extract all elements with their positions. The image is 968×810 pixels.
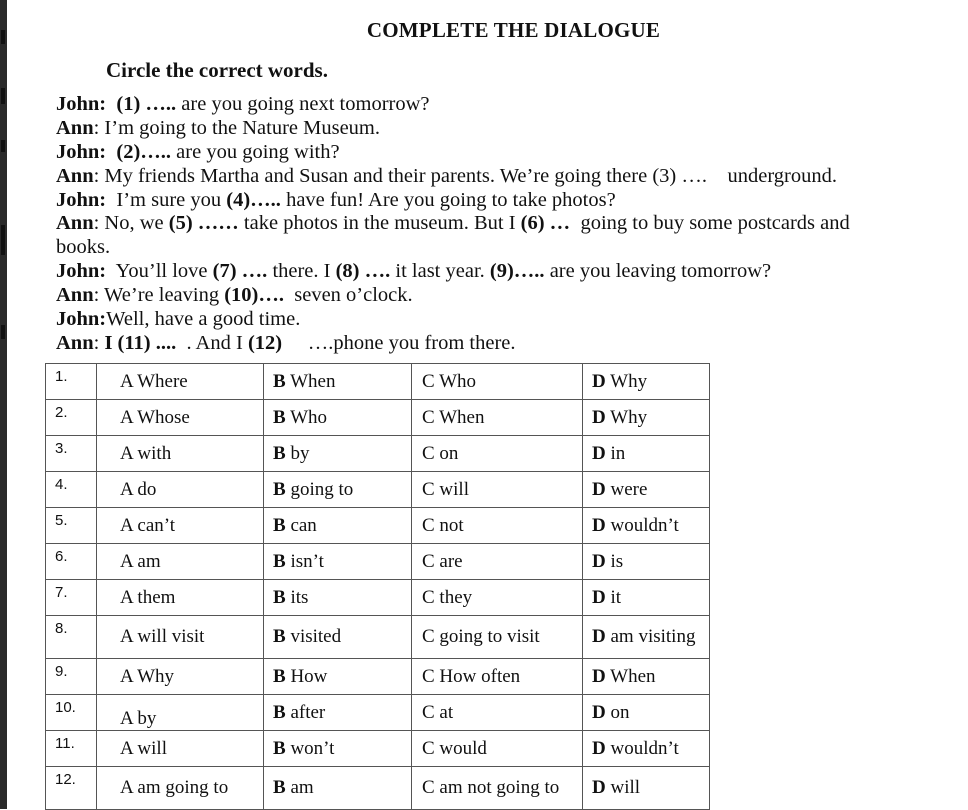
edge-mark — [1, 140, 5, 152]
option-text: its — [285, 586, 309, 608]
dialogue-text: . And I — [176, 331, 248, 354]
blank-number: (10)…. — [224, 284, 284, 307]
option-text: A am going to — [120, 777, 229, 798]
option-text: When — [605, 665, 656, 687]
option-c[interactable] — [412, 616, 583, 659]
option-text: A can’t — [120, 514, 176, 536]
option-letter: D — [592, 665, 606, 687]
table-row — [46, 731, 710, 767]
option-a[interactable] — [97, 508, 264, 544]
option-text: C not — [422, 514, 464, 536]
option-letter: B — [273, 442, 286, 464]
table-row — [46, 472, 710, 508]
option-letter: B — [273, 406, 286, 428]
option-d[interactable] — [583, 731, 710, 767]
dialogue-line — [56, 141, 968, 165]
option-d[interactable] — [583, 659, 710, 695]
option-text: A Where — [120, 370, 188, 392]
dialogue-line — [56, 284, 968, 308]
option-letter: B — [273, 626, 286, 647]
dialogue-text: seven o’clock. — [284, 284, 413, 307]
option-text: C are — [422, 550, 463, 572]
option-letter: B — [273, 777, 286, 798]
option-a[interactable] — [97, 616, 264, 659]
option-letter: B — [273, 478, 286, 500]
option-text: A Why — [120, 665, 175, 687]
option-letter: B — [273, 550, 286, 572]
option-a[interactable] — [97, 767, 264, 810]
edge-mark — [1, 225, 5, 255]
option-a[interactable] — [97, 695, 264, 731]
option-c[interactable] — [412, 767, 583, 810]
dialogue — [56, 93, 968, 356]
option-letter: D — [592, 550, 606, 572]
blank-number: (5) …… — [168, 212, 239, 235]
option-text: visited — [285, 626, 342, 647]
question-number: 3. — [46, 436, 97, 472]
option-text: A Whose — [120, 406, 190, 428]
option-a[interactable] — [97, 580, 264, 616]
blank-number: (4)….. — [226, 188, 281, 211]
dialogue-line — [56, 332, 968, 356]
option-text: A them — [120, 586, 176, 608]
dialogue-line — [56, 236, 968, 260]
question-number: 9. — [46, 659, 97, 695]
blank-number: (1) ….. — [106, 93, 177, 115]
question-number: 6. — [46, 544, 97, 580]
option-letter: B — [273, 665, 286, 687]
dialogue-line — [56, 260, 968, 284]
option-d[interactable] — [583, 695, 710, 731]
option-b[interactable] — [264, 544, 412, 580]
option-letter: D — [592, 478, 606, 500]
table-row — [46, 436, 710, 472]
option-text: won’t — [285, 737, 335, 759]
option-letter: D — [592, 777, 606, 798]
dialogue-text: : I’m going to the Nature Museum. — [93, 116, 380, 139]
option-b[interactable] — [264, 695, 412, 731]
speaker-name: John: — [56, 140, 107, 163]
option-text: How — [285, 665, 328, 687]
option-b[interactable] — [264, 436, 412, 472]
option-text: A by — [120, 708, 157, 729]
option-letter: D — [592, 737, 606, 759]
table-row — [46, 544, 710, 580]
option-text: am visiting — [605, 626, 696, 647]
speaker-name: Ann — [56, 331, 94, 354]
speaker-name: John: — [56, 93, 107, 115]
option-c[interactable] — [412, 580, 583, 616]
dialogue-text: it last year. — [390, 260, 490, 283]
speaker-name: Ann — [56, 116, 94, 139]
option-text: C Who — [422, 370, 477, 392]
dialogue-text: take photos in the museum. But I — [238, 212, 521, 235]
question-number: 4. — [46, 472, 97, 508]
option-b[interactable] — [264, 580, 412, 616]
speaker-name: John: — [56, 260, 107, 283]
table-row — [46, 400, 710, 436]
option-letter: B — [273, 586, 286, 608]
option-c[interactable] — [412, 544, 583, 580]
option-letter: D — [592, 370, 606, 392]
option-text: it — [605, 586, 622, 608]
option-text: on — [605, 701, 630, 723]
options-table — [45, 363, 710, 810]
option-a[interactable] — [97, 400, 264, 436]
option-text: can — [285, 514, 317, 536]
option-text: When — [285, 370, 336, 392]
dialogue-line — [56, 308, 968, 332]
dialogue-line — [56, 117, 968, 141]
option-text: am — [285, 777, 314, 798]
dialogue-line — [56, 93, 968, 117]
option-letter: D — [592, 406, 606, 428]
option-b[interactable] — [264, 767, 412, 810]
option-d[interactable] — [583, 472, 710, 508]
dialogue-text: are you going with? — [171, 140, 340, 163]
dialogue-text: going to buy some postcards and — [570, 212, 850, 235]
option-b[interactable] — [264, 731, 412, 767]
speaker-name: Ann — [56, 212, 94, 235]
speaker-name: Ann — [56, 284, 94, 307]
page-title: COMPLETE THE DIALOGUE — [366, 18, 661, 42]
option-b[interactable] — [264, 400, 412, 436]
option-d[interactable] — [583, 436, 710, 472]
option-c[interactable] — [412, 508, 583, 544]
question-number: 8. — [46, 616, 97, 659]
option-d[interactable] — [583, 544, 710, 580]
option-text: C How often — [422, 665, 521, 687]
dialogue-line — [56, 189, 968, 213]
question-number: 1. — [46, 364, 97, 400]
option-b[interactable] — [264, 616, 412, 659]
option-d[interactable] — [583, 508, 710, 544]
dialogue-line — [56, 212, 968, 236]
option-letter: B — [273, 737, 286, 759]
option-letter: D — [592, 626, 606, 647]
dialogue-text: I’m sure you — [106, 188, 227, 211]
option-letter: D — [592, 701, 606, 723]
option-text: is — [605, 550, 624, 572]
option-text: Who — [285, 406, 328, 428]
option-text: will — [605, 777, 641, 798]
table-row — [46, 364, 710, 400]
option-text: C will — [422, 478, 469, 500]
dialogue-line — [56, 165, 968, 189]
option-text: C going to visit — [422, 626, 540, 647]
option-d[interactable] — [583, 400, 710, 436]
option-a[interactable] — [97, 436, 264, 472]
option-c[interactable] — [412, 695, 583, 731]
option-text: wouldn’t — [605, 514, 679, 536]
dialogue-text: You’ll love — [106, 260, 213, 283]
table-row — [46, 767, 710, 810]
dialogue-text: Well, have a good time. — [106, 308, 301, 331]
question-number: 10. — [46, 695, 97, 731]
blank-number: (8) …. — [335, 260, 391, 283]
dialogue-text: : No, we — [93, 212, 169, 235]
blank-number: (6) … — [520, 212, 571, 235]
option-text: C When — [422, 406, 485, 428]
option-a[interactable] — [97, 544, 264, 580]
option-b[interactable] — [264, 472, 412, 508]
option-d[interactable] — [583, 616, 710, 659]
dialogue-text: are you leaving tomorrow? — [544, 260, 772, 283]
dialogue-text: ….phone you from there. — [282, 331, 516, 354]
option-c[interactable] — [412, 436, 583, 472]
option-letter: B — [273, 370, 286, 392]
table-row — [46, 695, 710, 731]
question-number: 12. — [46, 767, 97, 810]
table-row — [46, 580, 710, 616]
option-c[interactable] — [412, 364, 583, 400]
option-text: by — [285, 442, 310, 464]
option-text: isn’t — [285, 550, 324, 572]
speaker-name: Ann — [56, 164, 94, 187]
option-text: wouldn’t — [605, 737, 679, 759]
question-number: 7. — [46, 580, 97, 616]
option-b[interactable] — [264, 659, 412, 695]
option-c[interactable] — [412, 731, 583, 767]
option-a[interactable] — [97, 364, 264, 400]
dialogue-text: : We’re leaving — [93, 284, 225, 307]
blank-number: (12) — [247, 331, 283, 354]
option-d[interactable] — [583, 364, 710, 400]
option-letter: B — [273, 701, 286, 723]
option-text: Why — [605, 406, 648, 428]
option-text: A will visit — [120, 626, 205, 647]
blank-number: I (11) .... — [104, 331, 177, 354]
dialogue-text: are you going next tomorrow? — [176, 93, 430, 115]
option-a[interactable] — [97, 472, 264, 508]
option-text: C at — [422, 701, 454, 723]
option-text: C they — [422, 586, 473, 608]
option-letter: D — [592, 442, 606, 464]
option-letter: D — [592, 586, 606, 608]
speaker-name: John: — [56, 188, 107, 211]
dialogue-text: : — [93, 331, 105, 354]
instruction: Circle the correct words. — [106, 58, 328, 82]
option-c[interactable] — [412, 472, 583, 508]
option-c[interactable] — [412, 400, 583, 436]
blank-number: (2)….. — [106, 140, 172, 163]
question-number: 5. — [46, 508, 97, 544]
dialogue-text: there. I — [267, 260, 336, 283]
edge-mark — [1, 325, 5, 339]
table-row — [46, 616, 710, 659]
left-edge-strip — [0, 0, 7, 809]
blank-number: (9)….. — [489, 260, 545, 283]
edge-mark — [1, 88, 5, 104]
question-number: 11. — [46, 731, 97, 767]
speaker-name: John: — [56, 308, 107, 331]
option-text: A with — [120, 442, 172, 464]
option-text: after — [285, 701, 326, 723]
dialogue-text: books. — [56, 236, 111, 259]
table-row — [46, 659, 710, 695]
option-text: going to — [285, 478, 354, 500]
option-a[interactable] — [97, 731, 264, 767]
option-text: A do — [120, 478, 157, 500]
option-b[interactable] — [264, 364, 412, 400]
dialogue-text: : My friends Martha and Susan and their parents. We’re going there (3) …. underground. — [93, 164, 837, 187]
option-text: A am — [120, 550, 161, 572]
option-b[interactable] — [264, 508, 412, 544]
option-a[interactable] — [97, 659, 264, 695]
option-text: were — [605, 478, 648, 500]
option-d[interactable] — [583, 767, 710, 810]
option-c[interactable] — [412, 659, 583, 695]
option-text: A will — [120, 737, 167, 759]
blank-number: (7) …. — [212, 260, 268, 283]
option-d[interactable] — [583, 580, 710, 616]
question-number: 2. — [46, 400, 97, 436]
table-row — [46, 508, 710, 544]
option-text: Why — [605, 370, 648, 392]
option-letter: D — [592, 514, 606, 536]
dialogue-text: have fun! Are you going to take photos? — [280, 188, 616, 211]
option-text: C would — [422, 737, 487, 759]
option-text: C am not going to — [422, 777, 560, 798]
option-letter: B — [273, 514, 286, 536]
option-text: C on — [422, 442, 459, 464]
option-text: in — [605, 442, 626, 464]
